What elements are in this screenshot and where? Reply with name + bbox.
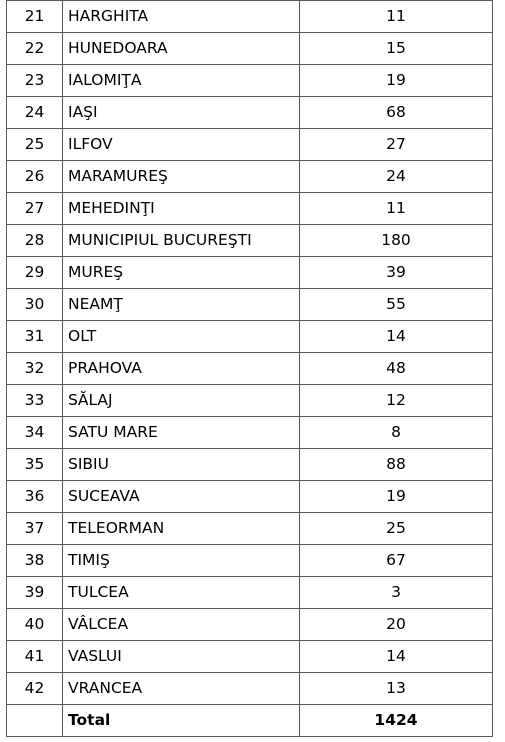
row-number-cell: 24 bbox=[7, 97, 63, 129]
row-number-cell: 31 bbox=[7, 321, 63, 353]
row-number-cell: 25 bbox=[7, 129, 63, 161]
county-name-cell: VÂLCEA bbox=[63, 609, 300, 641]
table-row bbox=[7, 513, 493, 545]
value-cell: 13 bbox=[300, 673, 493, 705]
row-number-cell: 29 bbox=[7, 257, 63, 289]
county-name-cell: SĂLAJ bbox=[63, 385, 300, 417]
table-row bbox=[7, 417, 493, 449]
row-number-cell: 33 bbox=[7, 385, 63, 417]
table-row bbox=[7, 481, 493, 513]
county-name-cell: TELEORMAN bbox=[63, 513, 300, 545]
county-name-cell: VRANCEA bbox=[63, 673, 300, 705]
row-number-cell: 40 bbox=[7, 609, 63, 641]
county-name-cell: PRAHOVA bbox=[63, 353, 300, 385]
county-name-cell: HUNEDOARA bbox=[63, 33, 300, 65]
county-table bbox=[6, 0, 493, 737]
row-number-cell: 21 bbox=[7, 1, 63, 33]
value-cell: 55 bbox=[300, 289, 493, 321]
row-number-cell: 38 bbox=[7, 545, 63, 577]
value-cell: 14 bbox=[300, 321, 493, 353]
value-cell: 67 bbox=[300, 545, 493, 577]
value-cell: 25 bbox=[300, 513, 493, 545]
table-row bbox=[7, 65, 493, 97]
row-number-cell: 39 bbox=[7, 577, 63, 609]
table-row bbox=[7, 609, 493, 641]
value-cell: 11 bbox=[300, 193, 493, 225]
value-cell: 20 bbox=[300, 609, 493, 641]
value-cell: 39 bbox=[300, 257, 493, 289]
table-row bbox=[7, 321, 493, 353]
table-row bbox=[7, 193, 493, 225]
row-number-cell: 36 bbox=[7, 481, 63, 513]
row-number-cell: 35 bbox=[7, 449, 63, 481]
table-row bbox=[7, 33, 493, 65]
table-row bbox=[7, 161, 493, 193]
county-name-cell: HARGHITA bbox=[63, 1, 300, 33]
table-row bbox=[7, 289, 493, 321]
table-row bbox=[7, 385, 493, 417]
value-cell: 48 bbox=[300, 353, 493, 385]
value-cell: 14 bbox=[300, 641, 493, 673]
row-number-cell: 23 bbox=[7, 65, 63, 97]
row-number-cell: 27 bbox=[7, 193, 63, 225]
county-name-cell: SUCEAVA bbox=[63, 481, 300, 513]
table-row bbox=[7, 673, 493, 705]
total-number-cell bbox=[7, 705, 63, 737]
county-name-cell: MARAMUREŞ bbox=[63, 161, 300, 193]
county-name-cell: SIBIU bbox=[63, 449, 300, 481]
row-number-cell: 26 bbox=[7, 161, 63, 193]
county-name-cell: TIMIŞ bbox=[63, 545, 300, 577]
county-name-cell: IALOMIŢA bbox=[63, 65, 300, 97]
table-row bbox=[7, 545, 493, 577]
county-name-cell: IAŞI bbox=[63, 97, 300, 129]
county-name-cell: OLT bbox=[63, 321, 300, 353]
row-number-cell: 22 bbox=[7, 33, 63, 65]
county-name-cell: SATU MARE bbox=[63, 417, 300, 449]
total-value-cell: 1424 bbox=[300, 705, 493, 737]
county-name-cell: NEAMŢ bbox=[63, 289, 300, 321]
table-row bbox=[7, 577, 493, 609]
value-cell: 24 bbox=[300, 161, 493, 193]
table-row bbox=[7, 129, 493, 161]
county-name-cell: TULCEA bbox=[63, 577, 300, 609]
county-name-cell: MUNICIPIUL BUCUREŞTI bbox=[63, 225, 300, 257]
county-table-body bbox=[7, 1, 493, 737]
value-cell: 180 bbox=[300, 225, 493, 257]
row-number-cell: 32 bbox=[7, 353, 63, 385]
table-row bbox=[7, 449, 493, 481]
total-row bbox=[7, 705, 493, 737]
row-number-cell: 37 bbox=[7, 513, 63, 545]
value-cell: 8 bbox=[300, 417, 493, 449]
county-table-container bbox=[6, 0, 492, 737]
value-cell: 15 bbox=[300, 33, 493, 65]
row-number-cell: 34 bbox=[7, 417, 63, 449]
row-number-cell: 41 bbox=[7, 641, 63, 673]
row-number-cell: 42 bbox=[7, 673, 63, 705]
county-name-cell: VASLUI bbox=[63, 641, 300, 673]
value-cell: 88 bbox=[300, 449, 493, 481]
table-row bbox=[7, 97, 493, 129]
value-cell: 19 bbox=[300, 65, 493, 97]
value-cell: 3 bbox=[300, 577, 493, 609]
table-row bbox=[7, 353, 493, 385]
value-cell: 19 bbox=[300, 481, 493, 513]
value-cell: 11 bbox=[300, 1, 493, 33]
table-row bbox=[7, 641, 493, 673]
total-label-cell: Total bbox=[63, 705, 300, 737]
value-cell: 27 bbox=[300, 129, 493, 161]
table-row bbox=[7, 1, 493, 33]
county-name-cell: MEHEDINŢI bbox=[63, 193, 300, 225]
county-name-cell: MUREŞ bbox=[63, 257, 300, 289]
value-cell: 12 bbox=[300, 385, 493, 417]
table-row bbox=[7, 225, 493, 257]
table-row bbox=[7, 257, 493, 289]
row-number-cell: 30 bbox=[7, 289, 63, 321]
county-name-cell: ILFOV bbox=[63, 129, 300, 161]
row-number-cell: 28 bbox=[7, 225, 63, 257]
value-cell: 68 bbox=[300, 97, 493, 129]
